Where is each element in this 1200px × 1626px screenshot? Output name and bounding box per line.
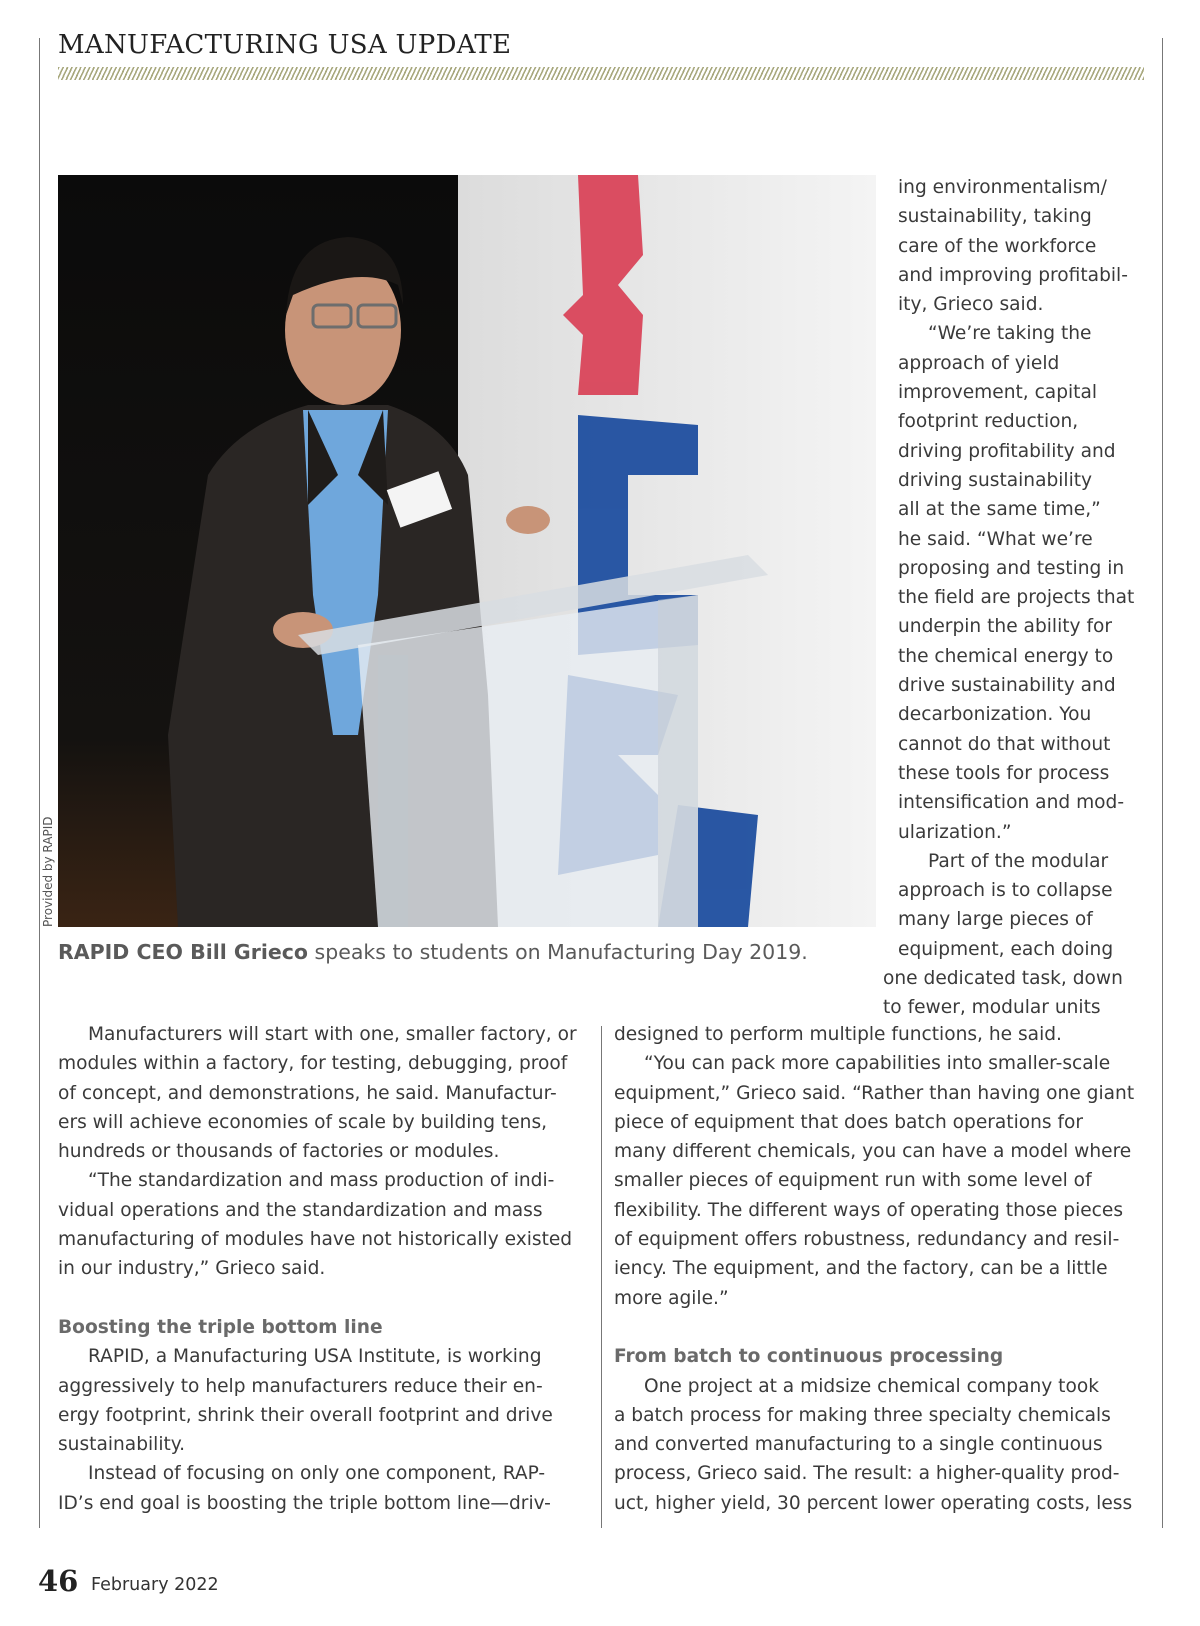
text-line: smaller pieces of equipment run with some level of [614,1170,1092,1192]
text-line: aggressively to help manufacturers reduce their en- [58,1375,543,1397]
speaker-photo [58,175,876,927]
text-line: Manufacturers will start with one, smaller factory, or [88,1024,577,1045]
text-line: proposing and testing in [898,557,1125,579]
right-top-text [883,173,1135,1023]
blank-line [58,1284,577,1313]
text-line: driving sustainability [898,469,1093,491]
text-line: sustainability. [58,1434,186,1456]
text-line: flexibility. The different ways of operating those pieces [614,1199,1124,1221]
text-line: designed to perform multiple functions, he said. [614,1024,1062,1045]
text-line: ularization.” [898,821,1012,843]
text-line: more agile.” [614,1287,729,1309]
text-line: all at the same time,” [898,499,1101,521]
text-line: many different chemicals, you can have a model where [614,1141,1132,1163]
text-line: One project at a midsize chemical company took [644,1375,1099,1397]
section-header-title: MANUFACTURING USA UPDATE [58,30,512,60]
text-line: many large pieces of [898,909,1093,931]
text-line: modules within a factory, for testing, debugging, proof [58,1053,568,1075]
text-line: uct, higher yield, 30 percent lower operating costs, less [614,1492,1133,1514]
subheading-triple-bottom-line: Boosting the triple bottom line [58,1316,383,1338]
text-line: process, Grieco said. The result: a higher-quality prod- [614,1463,1120,1485]
text-line: of equipment offers robustness, redundancy and resil- [614,1229,1120,1251]
text-line: Part of the modular [928,850,1109,872]
text-line: decarbonization. You [898,704,1092,726]
text-line: ID’s end goal is boosting the triple bottom line—driv- [58,1492,551,1514]
text-line: equipment, each doing [898,938,1114,960]
right-frame-rule [1162,38,1163,1528]
caption-bold: RAPID CEO Bill Grieco [58,940,309,964]
text-line: driving profitability and [898,440,1116,462]
text-line: intensification and mod- [898,792,1125,814]
header-hatch-divider [58,67,1144,80]
text-line: underpin the ability for [898,616,1113,638]
text-line: vidual operations and the standardization and mass [58,1199,543,1221]
page-number: 46 [38,1564,79,1598]
text-line: one dedicated task, down [883,968,1123,990]
text-line: the chemical energy to [898,645,1114,667]
text-line: ity, Grieco said. [898,294,1044,316]
text-line: the field are projects that [898,587,1135,609]
text-line: these tools for process [898,762,1110,784]
column-divider [601,1026,602,1528]
left-frame-rule [39,38,40,1528]
text-line: cannot do that without [898,733,1111,755]
text-line: hundreds or thousands of factories or modules. [58,1141,500,1163]
issue-date: February 2022 [91,1575,219,1595]
blank-line [614,1313,1134,1342]
text-line: piece of equipment that does batch operations for [614,1111,1084,1133]
text-line: ergy footprint, shrink their overall footprint and drive [58,1404,553,1426]
text-line: improvement, capital [898,382,1098,404]
text-line: approach is to collapse [898,880,1113,902]
text-line: he said. “What we’re [898,528,1093,550]
left-column-text [58,1020,577,1518]
text-line: ing environmentalism/ [898,177,1107,198]
photo-credit: Provided by RAPID [41,816,55,927]
text-line: a batch process for making three specialty chemicals [614,1404,1111,1426]
text-line: care of the workforce [898,235,1097,257]
text-line: Instead of focusing on only one component, RAP- [88,1463,546,1485]
right-column-text [614,1020,1134,1518]
text-line: approach of yield [898,352,1060,374]
text-line: in our industry,” Grieco said. [58,1258,326,1280]
text-line: “You can pack more capabilities into smaller-scale [644,1053,1111,1075]
text-line: to fewer, modular units [883,997,1101,1019]
text-line: drive sustainability and [898,675,1116,697]
text-line: sustainability, taking [898,206,1092,228]
text-line: “The standardization and mass production of indi- [88,1170,555,1192]
text-line: footprint reduction, [898,411,1079,433]
text-line: RAPID, a Manufacturing USA Institute, is working [88,1346,542,1368]
text-line: iency. The equipment, and the factory, can be a little [614,1258,1108,1280]
text-line: “We’re taking the [928,323,1092,345]
text-line: manufacturing of modules have not historically existed [58,1229,573,1251]
subheading-batch-to-continuous: From batch to continuous processing [614,1346,1004,1368]
text-line: ers will achieve economies of scale by building tens, [58,1111,548,1133]
text-line: and converted manufacturing to a single continuous [614,1434,1103,1456]
text-line: and improving profitabil- [898,264,1128,286]
caption-rest: speaks to students on Manufacturing Day 2019. [308,940,808,964]
text-line: of concept, and demonstrations, he said. Manufactur- [58,1082,557,1104]
photo-caption [58,940,808,964]
text-line: equipment,” Grieco said. “Rather than having one giant [614,1082,1135,1104]
